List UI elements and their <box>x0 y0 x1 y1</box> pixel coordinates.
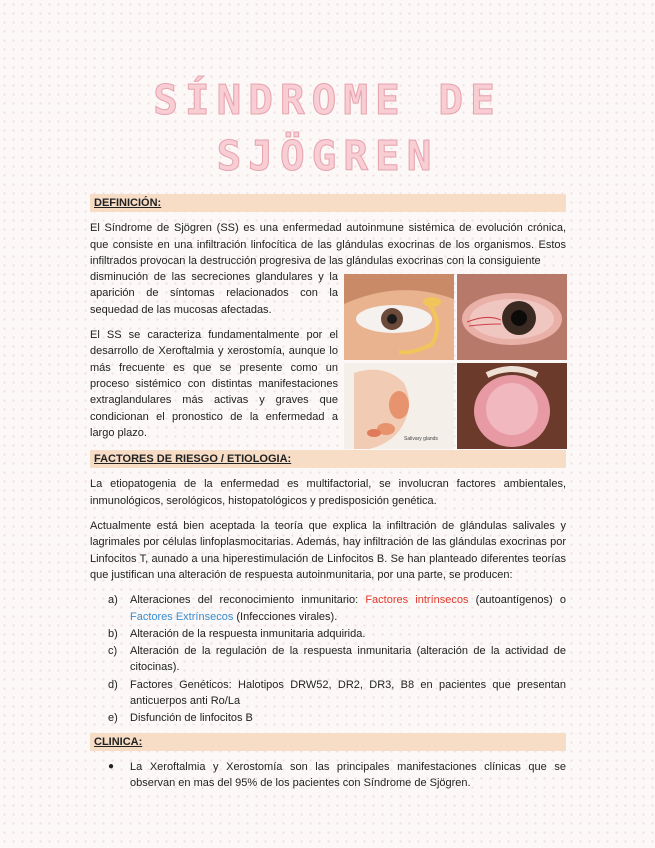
list-item <box>108 643 566 676</box>
lacrimal-gland-illustration <box>344 274 454 360</box>
list-item-text: Alteraciones del reconocimiento inmunitario: <box>130 594 366 607</box>
list-marker: a) <box>108 594 118 607</box>
factores-paragraph-2: Actualmente está bien aceptada la teoría que explica la infiltración de glándulas salivales y lagrimales por células linfoplasmocitarias. Además, hay infiltración de las glándulas exocrinas por Linfocitos T, aunado a una hiperestimulación de Linfocitos B. Se han planteado diferentes teorías que justifican una alteración de respuesta autoinmunitaria, por una parte, se producen: <box>90 520 566 581</box>
clinica-list <box>90 759 566 792</box>
list-item-text: Alteración de la regulación de la respuesta inmunitaria (alteración de la actividad de citocinas). <box>130 645 566 674</box>
list-item-text: Factores Genéticos: Halotipos DRW52, DR2, DR3, B8 en pacientes que presentan anticuerpos anti Ro/La <box>130 678 566 708</box>
salivary-glands-illustration <box>344 363 454 449</box>
page-title: SÍNDROME DE <box>153 76 502 124</box>
definicion-split <box>90 269 566 450</box>
definicion-paragraph-2: El SS se caracteriza fundamentalmente por el desarrollo de Xeroftalmia y xerostomía, aunque lo más frecuente es que se presente como un proceso sistémico con distintas manifestaciones extraglandulares más activas y graves que condicionan el pronostico de la enfermedad a largo plazo. <box>90 329 338 439</box>
list-item-text: (Infecciones virales). <box>233 610 338 623</box>
page-title-line-2: SJÖGREN <box>216 132 439 180</box>
definicion-text-column <box>90 269 338 450</box>
list-item <box>108 626 566 642</box>
document-body <box>90 194 566 792</box>
list-marker: b) <box>108 627 118 640</box>
list-item-text: La Xeroftalmia y Xerostomía son las principales manifestaciones clínicas que se observan en mas del 95% de los pacientes con Síndrome de Sjögren. <box>130 760 566 790</box>
list-item <box>108 759 566 792</box>
list-item-text: Alteración de la respuesta inmunitaria adquirida. <box>130 627 366 640</box>
symptom-image-grid <box>344 274 566 450</box>
factores-intrinsecos-text: Factores intrínsecos <box>365 594 469 607</box>
salivary-glands-label: Salivary glands <box>404 436 438 443</box>
dry-tongue-photo <box>457 363 567 449</box>
section-heading-clinica: CLINICA: <box>90 733 566 751</box>
definicion-intro: El Síndrome de Sjögren (SS) es una enfermedad autoinmune sistémica de evolución crónica, que consiste en una infiltración linfocítica de las glándulas exocrinas de los organismos. Estos infiltrados provocan la destrucción progresiva de las glándulas exocrinas con la consiguiente <box>90 222 566 267</box>
section-heading-definicion: DEFINICIÓN: <box>90 194 566 212</box>
factores-paragraph-1: La etiopatogenia de la enfermedad es multifactorial, se involucran factores ambientales, inmunológicos, serológicos, histopatológicos y predisposición genética. <box>90 478 566 507</box>
dry-eye-photo <box>457 274 567 360</box>
list-item-text: (autoantígenos) o <box>468 594 566 607</box>
list-marker: e) <box>108 712 118 725</box>
list-marker: d) <box>108 678 118 691</box>
list-item <box>108 710 566 726</box>
list-marker: c) <box>108 645 118 658</box>
section-heading-factores: FACTORES DE RIESGO / ETIOLOGIA: <box>90 450 566 468</box>
list-item <box>108 592 566 625</box>
bullet-icon: ● <box>108 760 115 772</box>
list-item <box>108 677 566 710</box>
definicion-paragraph-1: disminución de las secreciones glandulares y la aparición de síntomas relacionados con la sequedad de las mucosas afectadas. <box>90 271 338 316</box>
factores-extrinsecos-text: Factores Extrínsecos <box>130 610 234 623</box>
factores-list <box>90 592 566 726</box>
list-item-text: Disfunción de linfocitos B <box>130 712 253 725</box>
